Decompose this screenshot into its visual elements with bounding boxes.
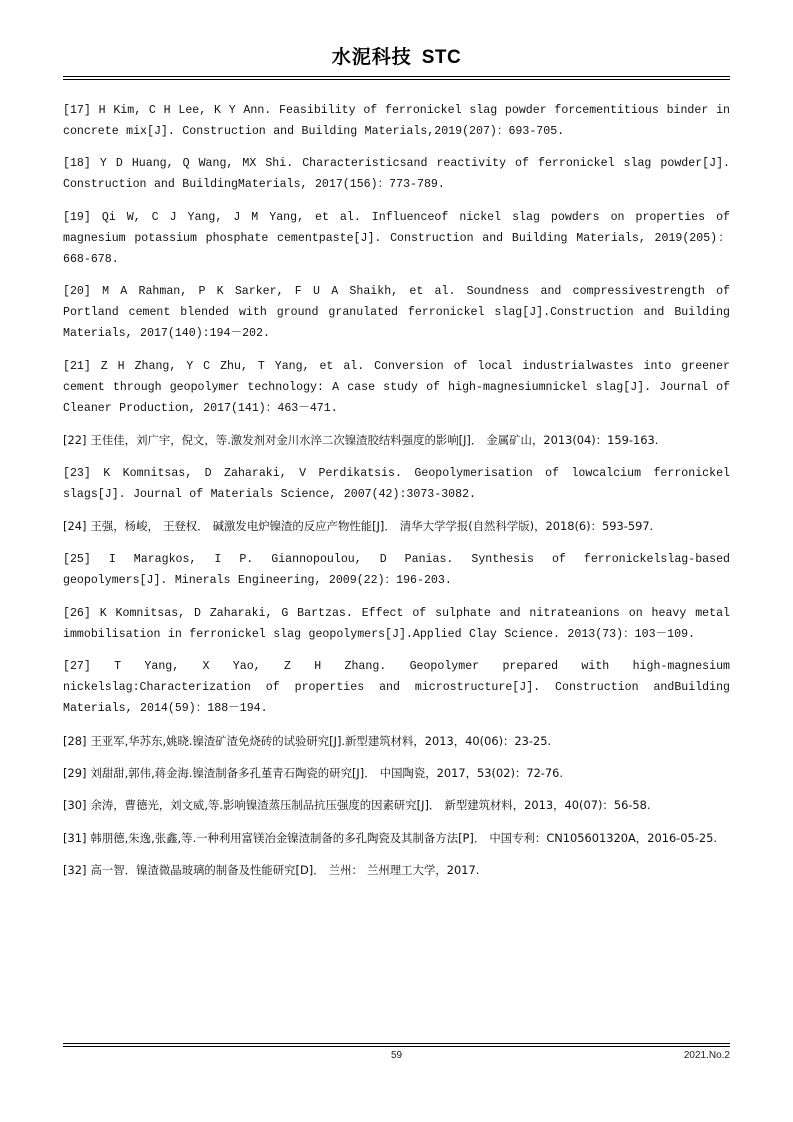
- page-number: 59: [390, 1050, 403, 1061]
- reference-item: [17] H Kim, C H Lee, K Y Ann. Feasibility of ferronickel slag powder forcementitious binder in concrete mix[J]. Construction and Building Materials,2019(207)：693-705.: [63, 103, 730, 138]
- header-divider-line-1: [63, 76, 730, 77]
- reference-item: [19] Qi W, C J Yang, J M Yang, et al. Influenceof nickel slag powders on properties of magnesium potassium phosphate cementpaste[J]. Construction and Building Materials, 2019(205)：668-678.: [63, 210, 730, 266]
- reference-list: [63, 88, 730, 890]
- journal-title-en: STC: [421, 47, 462, 68]
- reference-item: [25] I Maragkos, I P. Giannopoulou, D Panias. Synthesis of ferronickelslag-based geopolymers[J]. Minerals Engineering, 2009(22)：196-203.: [63, 552, 730, 587]
- footer-divider-line-1: [63, 1043, 730, 1044]
- reference-item: [23] K Komnitsas, D Zaharaki, V Perdikatsis. Geopolymerisation of lowcalcium ferronickel slags[J]. Journal of Materials Science, 2007(42):3073-3082.: [63, 466, 730, 501]
- reference-item: [21] Z H Zhang, Y C Zhu, T Yang, et al. Conversion of local industrialwastes into greener cement through geopolymer technology: A case study of high-magnesiumnickel slag[J]. Journal of Cleaner Production, 2017(141)：463－471.: [63, 359, 730, 415]
- journal-title-cn: 水泥科技: [331, 46, 412, 68]
- reference-item: [22] 王佳佳，刘广宇，倪文，等.激发剂对金川水淬二次镍渣胶结料强度的影响[J]． 金属矿山，2013(04)：159-163.: [63, 433, 659, 448]
- header-divider-line-2: [63, 79, 730, 80]
- reference-item: [31] 韩朋德,朱逸,张鑫,等.一种利用富镁冶金镍渣制备的多孔陶瓷及其制备方法[P]． 中国专利：CN105601320A，2016-05-25.: [63, 830, 718, 845]
- reference-item: [28] 王亚军,华苏东,姚晓.镍渣矿渣免烧砖的试验研究[J].新型建筑材料，2013，40(06)：23-25.: [63, 733, 552, 748]
- issue-label: 2021.No.2: [683, 1050, 730, 1061]
- reference-item: [32] 高一智．镍渣微晶玻璃的制备及性能研究[D]． 兰州： 兰州理工大学，2017.: [63, 863, 480, 878]
- footer-divider-line-2: [63, 1046, 730, 1047]
- reference-item: [24] 王强，杨峻， 王登权． 碱激发电炉镍渣的反应产物性能[J]． 清华大学学报(自然科学版)，2018(6)：593-597.: [63, 519, 654, 534]
- page-header: [0, 42, 793, 69]
- reference-item: [20] M A Rahman, P K Sarker, F U A Shaikh, et al. Soundness and compressivestrength of Portland cement blended with ground granulated ferronickel slag[J].Construction and Building Materials, 2017(140):194－202.: [63, 285, 730, 341]
- reference-item: [29] 刘甜甜,郭伟,蒋金海.镍渣制备多孔堇青石陶瓷的研究[J]． 中国陶瓷，2017，53(02)：72-76.: [63, 765, 564, 780]
- reference-item: [26] K Komnitsas, D Zaharaki, G Bartzas. Effect of sulphate and nitrateanions on heavy metal immobilisation in ferronickel slag geopolymers[J].Applied Clay Science. 2013(73)：103－109.: [63, 606, 730, 641]
- reference-item: [30] 余涛，曹德光，刘文威,等.影响镍渣蒸压制品抗压强度的因素研究[J]． 新型建筑材料，2013，40(07)：56-58.: [63, 798, 651, 813]
- reference-item: [27] T Yang, X Yao, Z H Zhang. Geopolymer prepared with high-magnesium nickelslag:Characterization of properties and microstructure[J]. Construction andBuilding Materials, 2014(59)：188－194.: [63, 660, 730, 716]
- reference-item: [18] Y D Huang, Q Wang, MX Shi. Characteristicsand reactivity of ferronickel slag powder[J]. Construction and BuildingMaterials, 2017(156)：773-789.: [63, 157, 730, 192]
